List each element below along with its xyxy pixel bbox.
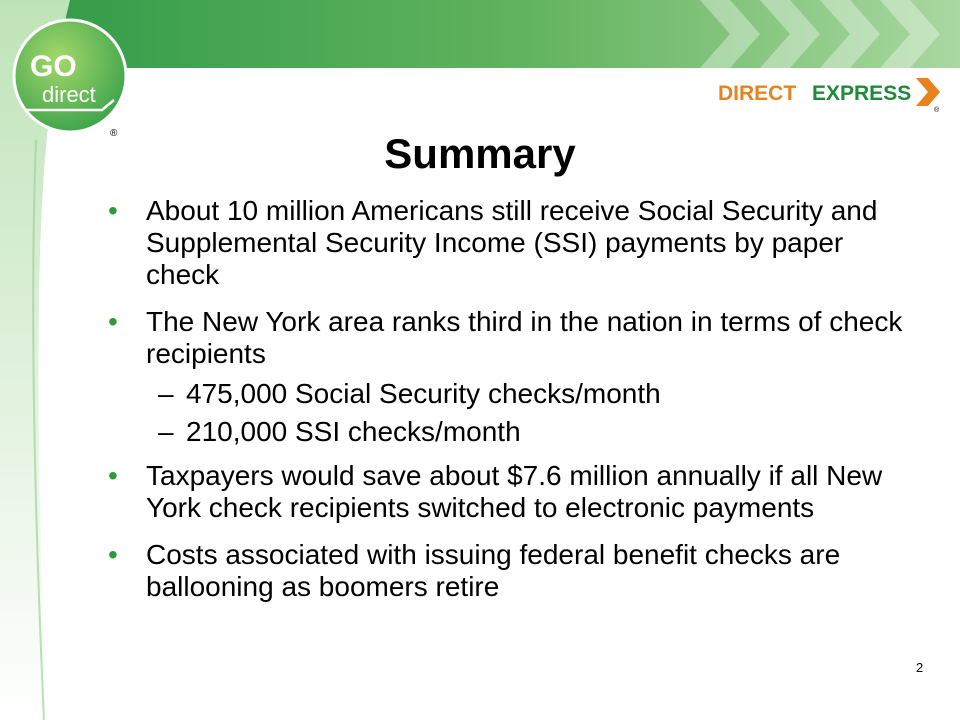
registered-mark: ® <box>934 107 940 114</box>
sub-bullet-item <box>106 378 906 410</box>
chevron-arrow-icon <box>916 78 940 106</box>
bullet-text: Costs associated with issuing federal benefit checks are ballooning as boomers retire <box>146 539 841 602</box>
slide-title: Summary <box>384 130 576 177</box>
bullet-marker: • <box>108 195 118 226</box>
bullet-list <box>106 195 906 618</box>
direct-text: direct <box>42 82 96 107</box>
direct-express-logo <box>716 72 946 114</box>
bullet-marker: • <box>108 460 118 491</box>
bullet-marker: • <box>108 539 118 570</box>
bullet-text: About 10 million Americans still receive Social Security and Supplemental Security Income (SSI) payments by paper check <box>146 195 878 290</box>
bullet-item <box>106 195 906 291</box>
sub-bullet-item <box>106 416 906 448</box>
go-direct-logo <box>10 18 132 140</box>
direct-word: DIRECT <box>718 82 797 105</box>
sub-bullet-text: 475,000 Social Security checks/month <box>186 378 661 409</box>
go-text: GO <box>30 50 77 83</box>
bullet-text: Taxpayers would save about $7.6 million annually if all New York check recipients switched to electronic payments <box>146 460 883 523</box>
bullet-text: The New York area ranks third in the nation in terms of check recipients <box>146 306 903 369</box>
registered-mark: ® <box>110 128 118 139</box>
sub-bullet-text: 210,000 SSI checks/month <box>186 416 521 447</box>
express-word: EXPRESS <box>812 82 912 105</box>
sub-bullet-marker: – <box>158 416 174 447</box>
bullet-item <box>106 460 906 524</box>
sub-bullet-marker: – <box>158 378 174 409</box>
bullet-item <box>106 306 906 370</box>
bullet-item <box>106 539 906 603</box>
page-number: 2 <box>916 660 924 675</box>
bullet-marker: • <box>108 306 118 337</box>
